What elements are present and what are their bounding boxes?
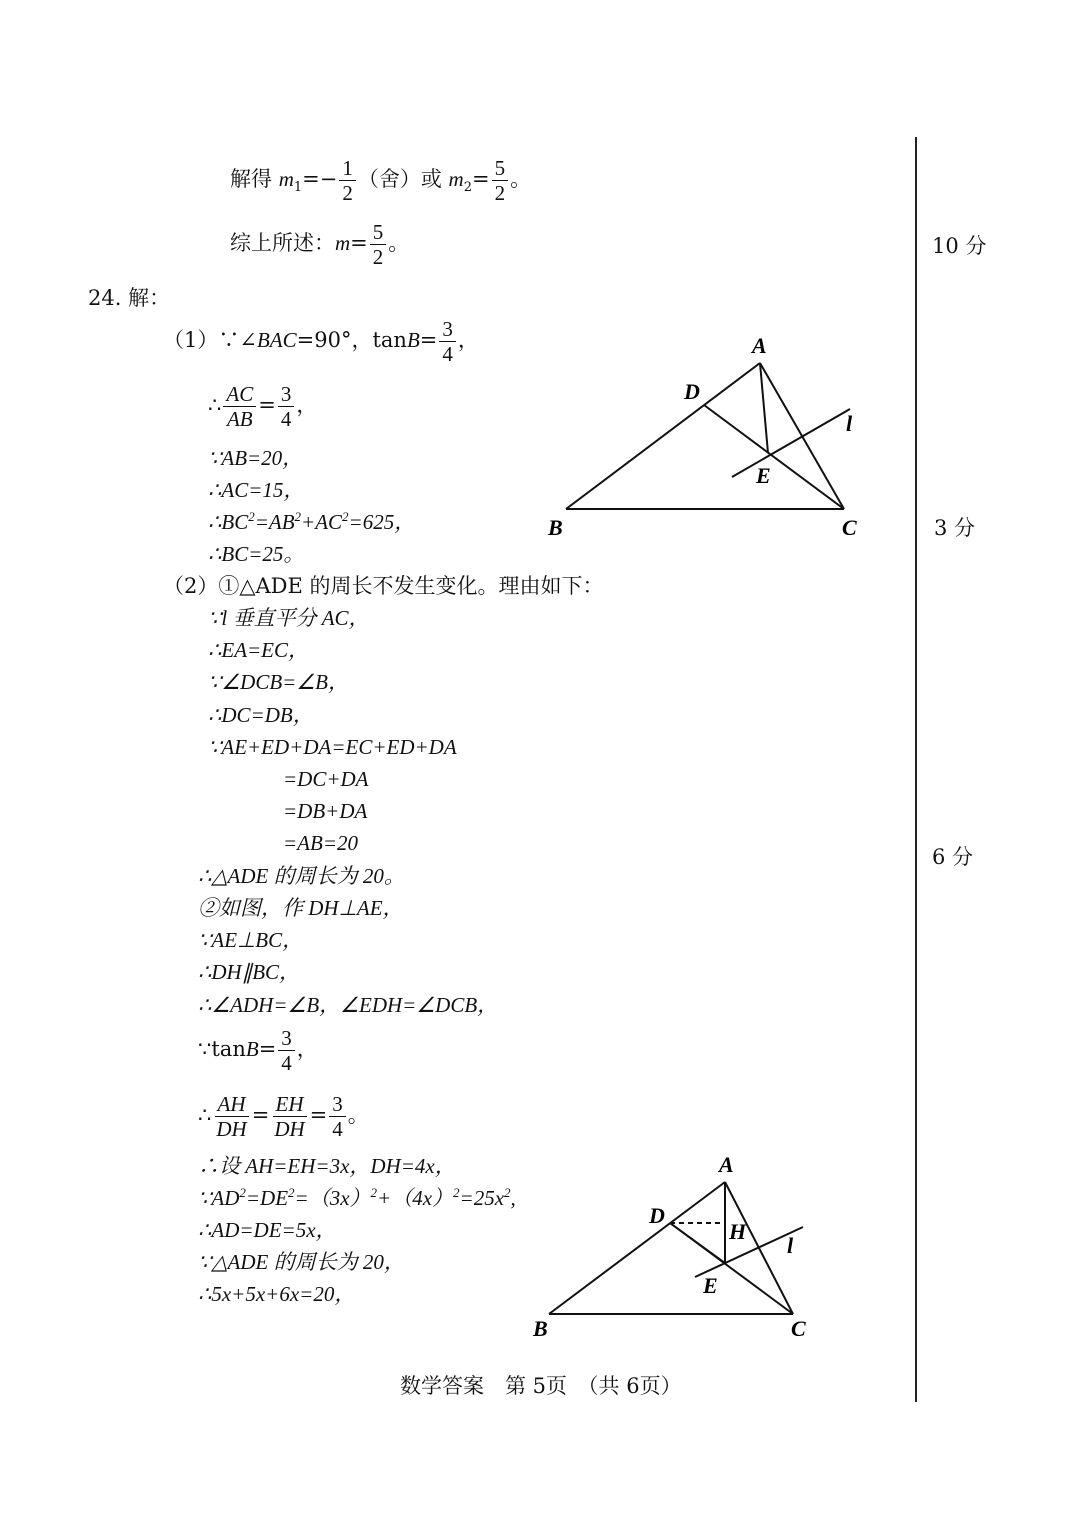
denominator: 4 [280,407,292,431]
denominator: DH [274,1117,305,1141]
fraction [492,157,509,204]
numerator: 3 [329,1093,346,1117]
text-span: ∵tan [198,1037,246,1061]
text-span: =DE [245,1186,289,1210]
denominator: DH [216,1117,247,1141]
text-span: = [419,328,438,352]
label-b: B [548,515,563,540]
fraction [329,1093,346,1140]
text-span: +AC [301,510,343,534]
numerator: 3 [278,383,295,407]
denominator: AB [226,407,253,431]
text-span: 解得 [230,167,279,191]
part3-line: ∵AE⊥BC， [198,928,304,952]
text-span: 。 [510,167,532,191]
part3-line: ∴设 AH=EH=3x，DH=4x， [198,1154,456,1178]
subscript: 1 [293,180,303,196]
part2-heading: （2）①△ADE 的周长不发生变化。理由如下： [163,574,604,598]
label-e: E [756,463,771,488]
superscript: 2 [370,1185,378,1200]
segment-de [670,1223,725,1263]
superscript: 2 [248,509,255,524]
text-span: = [309,1103,328,1127]
segment-dc [704,405,844,509]
part1-ac: ∴AC=15， [208,478,305,502]
angle-bac: BAC [256,328,297,352]
denominator: 2 [494,181,506,205]
text-span: , [510,1186,516,1210]
numerator: 5 [492,157,509,181]
text-span: ， [296,393,318,417]
denominator: 4 [442,342,453,366]
line-l [732,409,850,477]
denominator: 4 [332,1117,343,1141]
text-span: = [471,167,490,191]
text-span: = [258,1037,277,1061]
label-d: D [649,1203,665,1228]
text-span: = [258,393,276,417]
text-span: =625， [348,510,416,534]
page-footer: 数学答案 第 5页 （共 6页） [400,1374,682,1398]
score-6: 6 分 [932,845,974,869]
part3-squares [198,1185,516,1211]
denominator: 2 [372,245,384,269]
superscript: 2 [453,1185,460,1200]
superscript: 2 [239,1185,246,1200]
numerator: 1 [339,157,356,181]
segment-ba [566,363,760,509]
part3-line: ∵△ADE 的周长为 20， [198,1250,405,1274]
part2-line: ∴△ADE 的周长为 20。 [198,864,405,888]
fraction [278,1027,295,1074]
question-24-heading: 24. 解： [88,286,171,310]
fraction [339,157,356,204]
fraction [278,383,295,430]
score-3: 3 分 [934,516,976,540]
part3-tanb [198,1027,318,1074]
part2-line: ∵∠DCB=∠B， [208,670,350,694]
label-l: l [787,1233,794,1258]
label-d: D [684,379,700,404]
text-span: ∴ [208,393,222,417]
part1-given [163,318,479,365]
var-b: B [406,328,420,352]
label-a: A [719,1152,734,1177]
segment-ba [549,1182,725,1314]
text-span: =25x [459,1186,505,1210]
subscript: 2 [463,180,472,196]
superscript: 2 [288,1185,295,1200]
var-b: B [245,1037,259,1061]
part3-line: ∴AD=DE=5x， [198,1218,337,1242]
text-span: 。 [347,1103,369,1127]
margin-rule [915,137,917,1402]
triangle-figure-2 [525,1150,825,1350]
superscript: 2 [504,1185,511,1200]
fraction [370,221,387,268]
numerator: EH [273,1093,307,1117]
text-span: =− [302,167,338,191]
fraction [213,1093,249,1140]
label-l: l [846,411,853,436]
score-10: 10 分 [932,234,987,258]
part1-ab: ∵AB=20， [208,446,304,470]
text-span: =（3x） [294,1186,371,1210]
fraction [271,1093,307,1140]
part3-line: ∴DH∥BC， [198,960,301,984]
text-span: =90°，tan [296,328,407,352]
text-span: =AB [254,510,295,534]
var-m2: m [448,167,464,191]
numerator: 3 [278,1027,295,1051]
numerator: AH [215,1093,249,1117]
numerator: AC [223,383,256,407]
conclusion-m-line [230,221,409,268]
numerator: 3 [439,318,456,342]
numerator: 5 [370,221,387,245]
var-m: m [335,231,351,255]
triangle-figure-1 [530,325,870,550]
part2-line: =AB=20 [283,831,358,855]
part2-line: ∵l 垂直平分 AC， [208,606,370,630]
part3-line: ∴5x+5x+6x=20， [198,1282,356,1306]
var-m1: m [278,167,294,191]
part2-line: ∴EA=EC， [208,638,310,662]
denominator: 4 [281,1051,292,1075]
part2-line: =DB+DA [283,799,368,823]
part3-line: ∴∠ADH=∠B，∠EDH=∠DCB， [198,993,499,1017]
text-span: ， [296,1037,318,1061]
part2-line: =DC+DA [283,767,369,791]
label-c: C [842,515,857,540]
text-span: = [251,1103,270,1127]
fraction [439,318,456,365]
fraction [223,383,256,430]
part1-bc-squared [208,509,415,535]
label-e: E [703,1273,718,1298]
solve-m-line [230,157,531,204]
part1-bc: ∴BC=25。 [208,542,305,566]
part2-line: ∵AE+ED+DA=EC+ED+DA [208,735,457,759]
superscript: 2 [294,509,302,524]
denominator: 2 [342,181,353,205]
text-span: ∴BC [208,510,249,534]
label-h: H [729,1219,747,1244]
text-span: 综上所述： [230,231,335,255]
part3-line: ②如图，作 DH⊥AE， [198,896,404,920]
label-b: B [533,1316,548,1341]
text-span: ， [457,328,479,352]
text-span: （舍）或 [357,167,449,191]
text-span: ∵AD [198,1186,240,1210]
part1-ratio [208,383,317,430]
label-a: A [752,333,767,358]
superscript: 2 [342,509,349,524]
text-span: ∴ [198,1103,212,1127]
text-span: = [350,231,368,255]
text-span: 。 [388,231,410,255]
part2-line: ∴DC=DB， [208,703,314,727]
text-span: （1）∵∠ [163,328,257,352]
text-span: +（4x） [377,1186,454,1210]
part3-ratio [198,1093,369,1140]
label-c: C [791,1316,806,1341]
